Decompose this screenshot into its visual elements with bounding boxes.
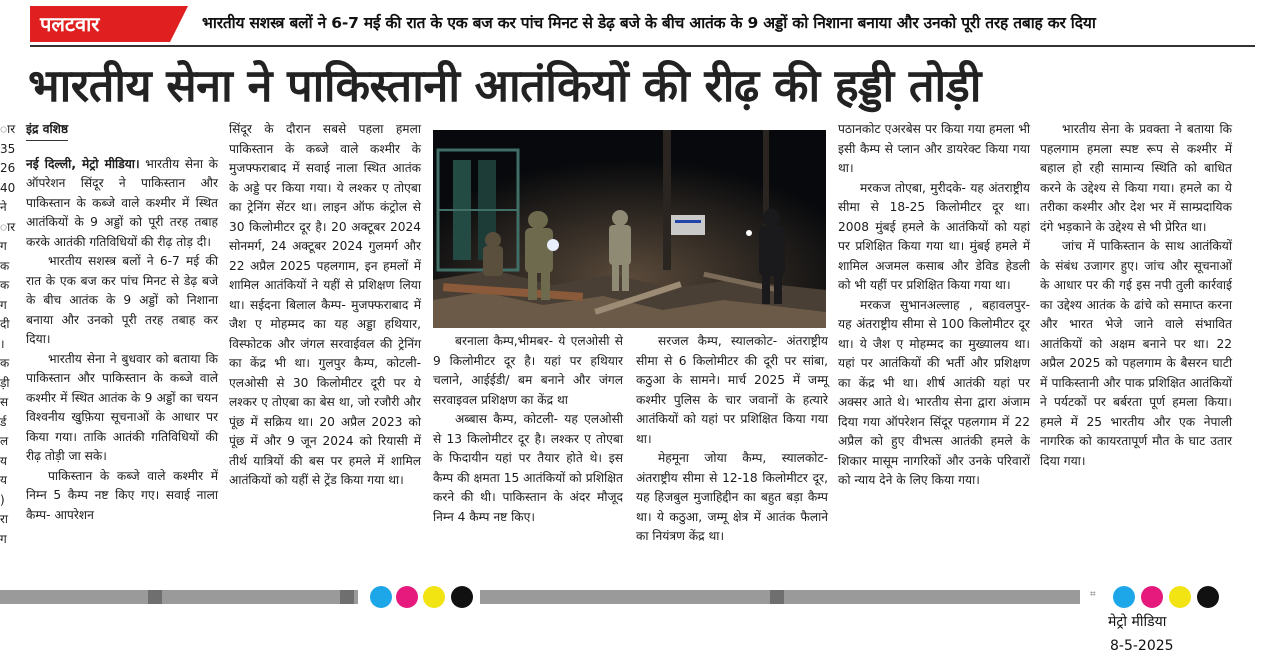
registration-mark [340, 590, 354, 604]
black-registration-dot [1197, 586, 1219, 608]
left-edge-fragment: दी [0, 317, 10, 331]
article-column-5 [838, 120, 1030, 570]
left-edge-fragment: रा [0, 512, 9, 526]
paragraph: मेहमूना जोया कैम्प, स्यालकोट- अंतराष्ट्रीय सीमा से 12-18 किलोमीटर दूर, यह हिजबुल मुजाहिद्दीन का बहुत बड़ा कैम्प था। ये कठुआ, जम्मू क्षेत्र में आतंक फैलाने का नियंत्रण केंद्र था। [636, 451, 828, 543]
black-registration-dot [451, 586, 473, 608]
left-edge-fragment: ने [0, 200, 7, 214]
article-column-1 [26, 120, 218, 570]
left-edge-fragment: क [0, 278, 10, 292]
paragraph: मरकज तोएबा, मुरीदके- यह अंतराष्ट्रीय सीमा से 18-25 किलोमीटर दूर था। 2008 मुंबई हमले के आतंकियों को यहां पर प्रशिक्षित किया गया था। मुंबई हमले में शामिल अजमल कसाब और डेविड हेडली को भी यहीं पर प्रशिक्षित किया गया था। [838, 180, 1030, 292]
left-edge-fragment: ार [0, 219, 16, 234]
paragraph: मरकज सुभानअल्लाह , बहावलपुर- यह अंतराष्ट्रीय सीमा से 100 किलोमीटर दूर था। ये जैश ए मोहम्मद का मुख्यालय था। यहां पर आतंकियों की भर्ती और प्रशिक्षण का केंद्र भी था। शीर्ष आतंकी यहां पर अक्सर आते थे। भारतीय सेना द्वारा अंजाम दिया गया ऑपरेशन सिंदूर पहलगाम में 22 अप्रैल को हुए वीभत्स आतंकी हमले के शिकार मासूम नागरिकों और उनके परिवारों को न्याय देने के लिए किया गया। [838, 297, 1030, 487]
paragraph: भारतीय सेना के प्रवक्ता ने बताया कि पहलगाम हमला स्पष्ट रूप से कश्मीर में बहाल हो रही सामान्य स्थिति को बाधित करने के उद्देश्य से किया गया। हमले का ये तरीका कश्मीर और देश भर में साम्प्रदायिक दंगे भड़काने के उद्देश्य से भी प्रेरित था। [1040, 122, 1232, 234]
news-photo-illustration [433, 130, 826, 328]
headline: भारतीय सेना ने पाकिस्तानी आतंकियों की रीढ़ की हड्डी तोड़ी [28, 59, 981, 112]
footer-publication: मेट्रो मीडिया [1108, 614, 1167, 630]
article-column-6 [1040, 120, 1232, 570]
left-edge-fragment: 40 [0, 180, 16, 195]
registration-bar-left [0, 590, 358, 604]
paragraph [26, 155, 218, 253]
left-edge-fragment: 35 [0, 141, 16, 156]
paragraph: सरजल कैम्प, स्यालकोट- अंतराष्ट्रीय सीमा से 6 किलोमीटर की दूरी पर सांबा, कठुआ के सामने। मार्च 2025 में जम्मू कश्मीर पुलिस के चार जवानों के हत्यारे आतंकियों को यहां पर प्रशिक्षित किया गया था। [636, 334, 828, 446]
magenta-registration-dot [1141, 586, 1163, 608]
left-edge-fragment: क [0, 356, 10, 370]
paragraph: बरनाला कैम्प,भीमबर- ये एलओसी से 9 किलोमीटर दूर है। यहां पर हथियार चलाने, आईईडी/ बम बनाने और जंगल सरवाइवल प्रशिक्षण का केंद्र था [433, 334, 623, 407]
left-edge-fragment: ग [0, 239, 7, 253]
news-photo [433, 130, 826, 328]
left-edge-fragment: य [0, 473, 7, 487]
yellow-registration-dot [423, 586, 445, 608]
left-edge-fragment: य [0, 453, 7, 468]
left-edge-fragment: । [0, 336, 5, 351]
yellow-registration-dot [1169, 586, 1191, 608]
magenta-registration-dot [396, 586, 418, 608]
left-edge-fragment: ) [0, 492, 5, 507]
section-label: पलटवार [30, 6, 170, 42]
article-column-4 [636, 332, 828, 572]
left-edge-fragments [0, 120, 16, 580]
left-edge-fragment: स [0, 395, 9, 409]
paragraph: भारतीय सशस्त्र बलों ने 6-7 मई की रात के एक बज कर पांच मिनट से डेढ़ बजे के बीच आतंक के 9 अड्डों को निशाना बनाया और उनको पूरी तरह तबाह कर दिया। [26, 254, 218, 346]
left-edge-fragment: ार [0, 122, 16, 136]
top-strip-text: भारतीय सशस्त्र बलों ने 6-7 मई की रात के एक बज कर पांच मिनट से डेढ़ बजे के बीच आतंक के 9 अड्डों को निशाना बनाया और उनको पूरी तरह तबाह कर दिया [202, 14, 1096, 32]
section-label-tail [170, 6, 188, 42]
paragraph-text: भारतीय सेना के ऑपरेशन सिंदूर ने पाकिस्तान और पाकिस्तान के कब्जे वाले कश्मीर में स्थित आतंकियों के 9 अड्डों को पूरी तरह तबाह करके आतंकी गतिविधियों की रीढ़ तोड़ दी। [26, 156, 218, 249]
left-edge-fragment: ग [0, 531, 7, 546]
paragraph: सिंदूर के दौरान सबसे पहला हमला पाकिस्तान के कब्जे वाले कश्मीर के मुजफ्फराबाद में सवाई नाला स्थित आतंक के अड्डे पर किया गया। ये लश्कर ए तोएबा का ट्रेनिंग सेंटर था। लाइन ऑफ कंट्रोल से 30 किलोमीटर दूर है। 20 अक्टूबर 2024 सोनमर्ग, 24 अक्टूबर 2024 गुलमर्ग और 22 अप्रैल 2025 पहलगाम, इन हमलों में शामिल आतंकियों ने यहीं से प्रशिक्षण लिया था। सईदना बिलाल कैम्प- मुजफ्फराबाद में जैश ए मोहम्मद का यह अड्डा हथियार, विस्फोटक और जंगल सरवाईवल की ट्रेनिंग का केंद्र भी था। गुलपुर कैम्प, कोटली- एलओसी से 30 किलोमीटर दूरी पर ये लश्कर ए तोएबा का बेस था, जो रजौरी और पूंछ में सक्रिय था। 20 अप्रैल 2023 को पूंछ में और 9 जून 2024 को रियासी में तीर्थ यात्रियों की बस पर हमले में शामिल आतंकियों को यहीं से ट्रेंड किया गया था। [229, 122, 421, 487]
paragraph: पठानकोट एअरबेस पर किया गया हमला भी इसी कैम्प से प्लान और डायरेक्ट किया गया था। [838, 122, 1030, 175]
cyan-registration-dot [370, 586, 392, 608]
registration-mark [148, 590, 162, 604]
top-strip [30, 4, 1255, 44]
crosshair-mark: ⌗ [1090, 589, 1096, 600]
paragraph: जांच में पाकिस्तान के साथ आतंकियों के संबंध उजागर हुए। जांच और सूचनाओं के आधार पर की गई इस नपी तुली कार्रवाई का उद्देश्य आतंक के ढांचे को समाप्त करना और भारत भेजे जाने वाले संभावित आतंकियों को अक्षम बनाने पर था। 22 अप्रैल 2025 को पहलगाम के बैसरन घाटी में पाकिस्तानी और पाक प्रशिक्षित आतंकियों ने पर्यटकों पर बर्बरता पूर्ण हमला किया। हमले में 25 भारतीय और एक नेपाली नागरिक को कायरतापूर्ण मौत के घाट उतार दिया गया। [1040, 239, 1232, 468]
registration-mark [770, 590, 784, 604]
left-edge-fragment: र्ड [0, 414, 7, 429]
left-edge-fragment: ग [0, 297, 7, 312]
top-rule [30, 45, 1255, 47]
cyan-registration-dot [1113, 586, 1135, 608]
paragraph: अब्बास कैम्प, कोटली- यह एलओसी से 13 किलोमीटर दूर है। लश्कर ए तोएबा के फिदायीन यहां पर तैयार होते थे। इस कैम्प की क्षमता 15 आतंकियों को प्रशिक्षित करने की थी। पाकिस्तान के अंदर मौजूद निम्न 4 कैम्प नष्ट किए। [433, 412, 623, 524]
left-edge-fragment: ड़ी [0, 375, 10, 390]
byline: इंद्र वशिष्ठ [26, 120, 68, 141]
left-edge-fragment: ल [0, 434, 9, 448]
left-edge-fragment: 26 [0, 161, 16, 175]
dateline: नई दिल्ली, मेट्रो मीडिया। [26, 156, 140, 171]
paragraph: पाकिस्तान के कब्जे वाले कश्मीर में निम्न 5 कैम्प नष्ट किए गए। सवाई नाला कैम्प- आपरेशन [26, 468, 218, 522]
left-edge-fragment: क [0, 258, 10, 273]
article-column-2 [229, 120, 421, 570]
paragraph: भारतीय सेना ने बुधवार को बताया कि पाकिस्तान और पाकिस्तान के कब्जे वाले कश्मीर में स्थित आतंक के 9 अड्डों का चयन विश्वनीय खुफ़िया सूचनाओं के आधार पर किया गया। ताकि आतंकी गतिविधियों की रीढ़ तोड़ी जा सके। [26, 351, 218, 463]
article-column-3 [433, 332, 623, 572]
footer-date: 8-5-2025 [1110, 638, 1174, 654]
